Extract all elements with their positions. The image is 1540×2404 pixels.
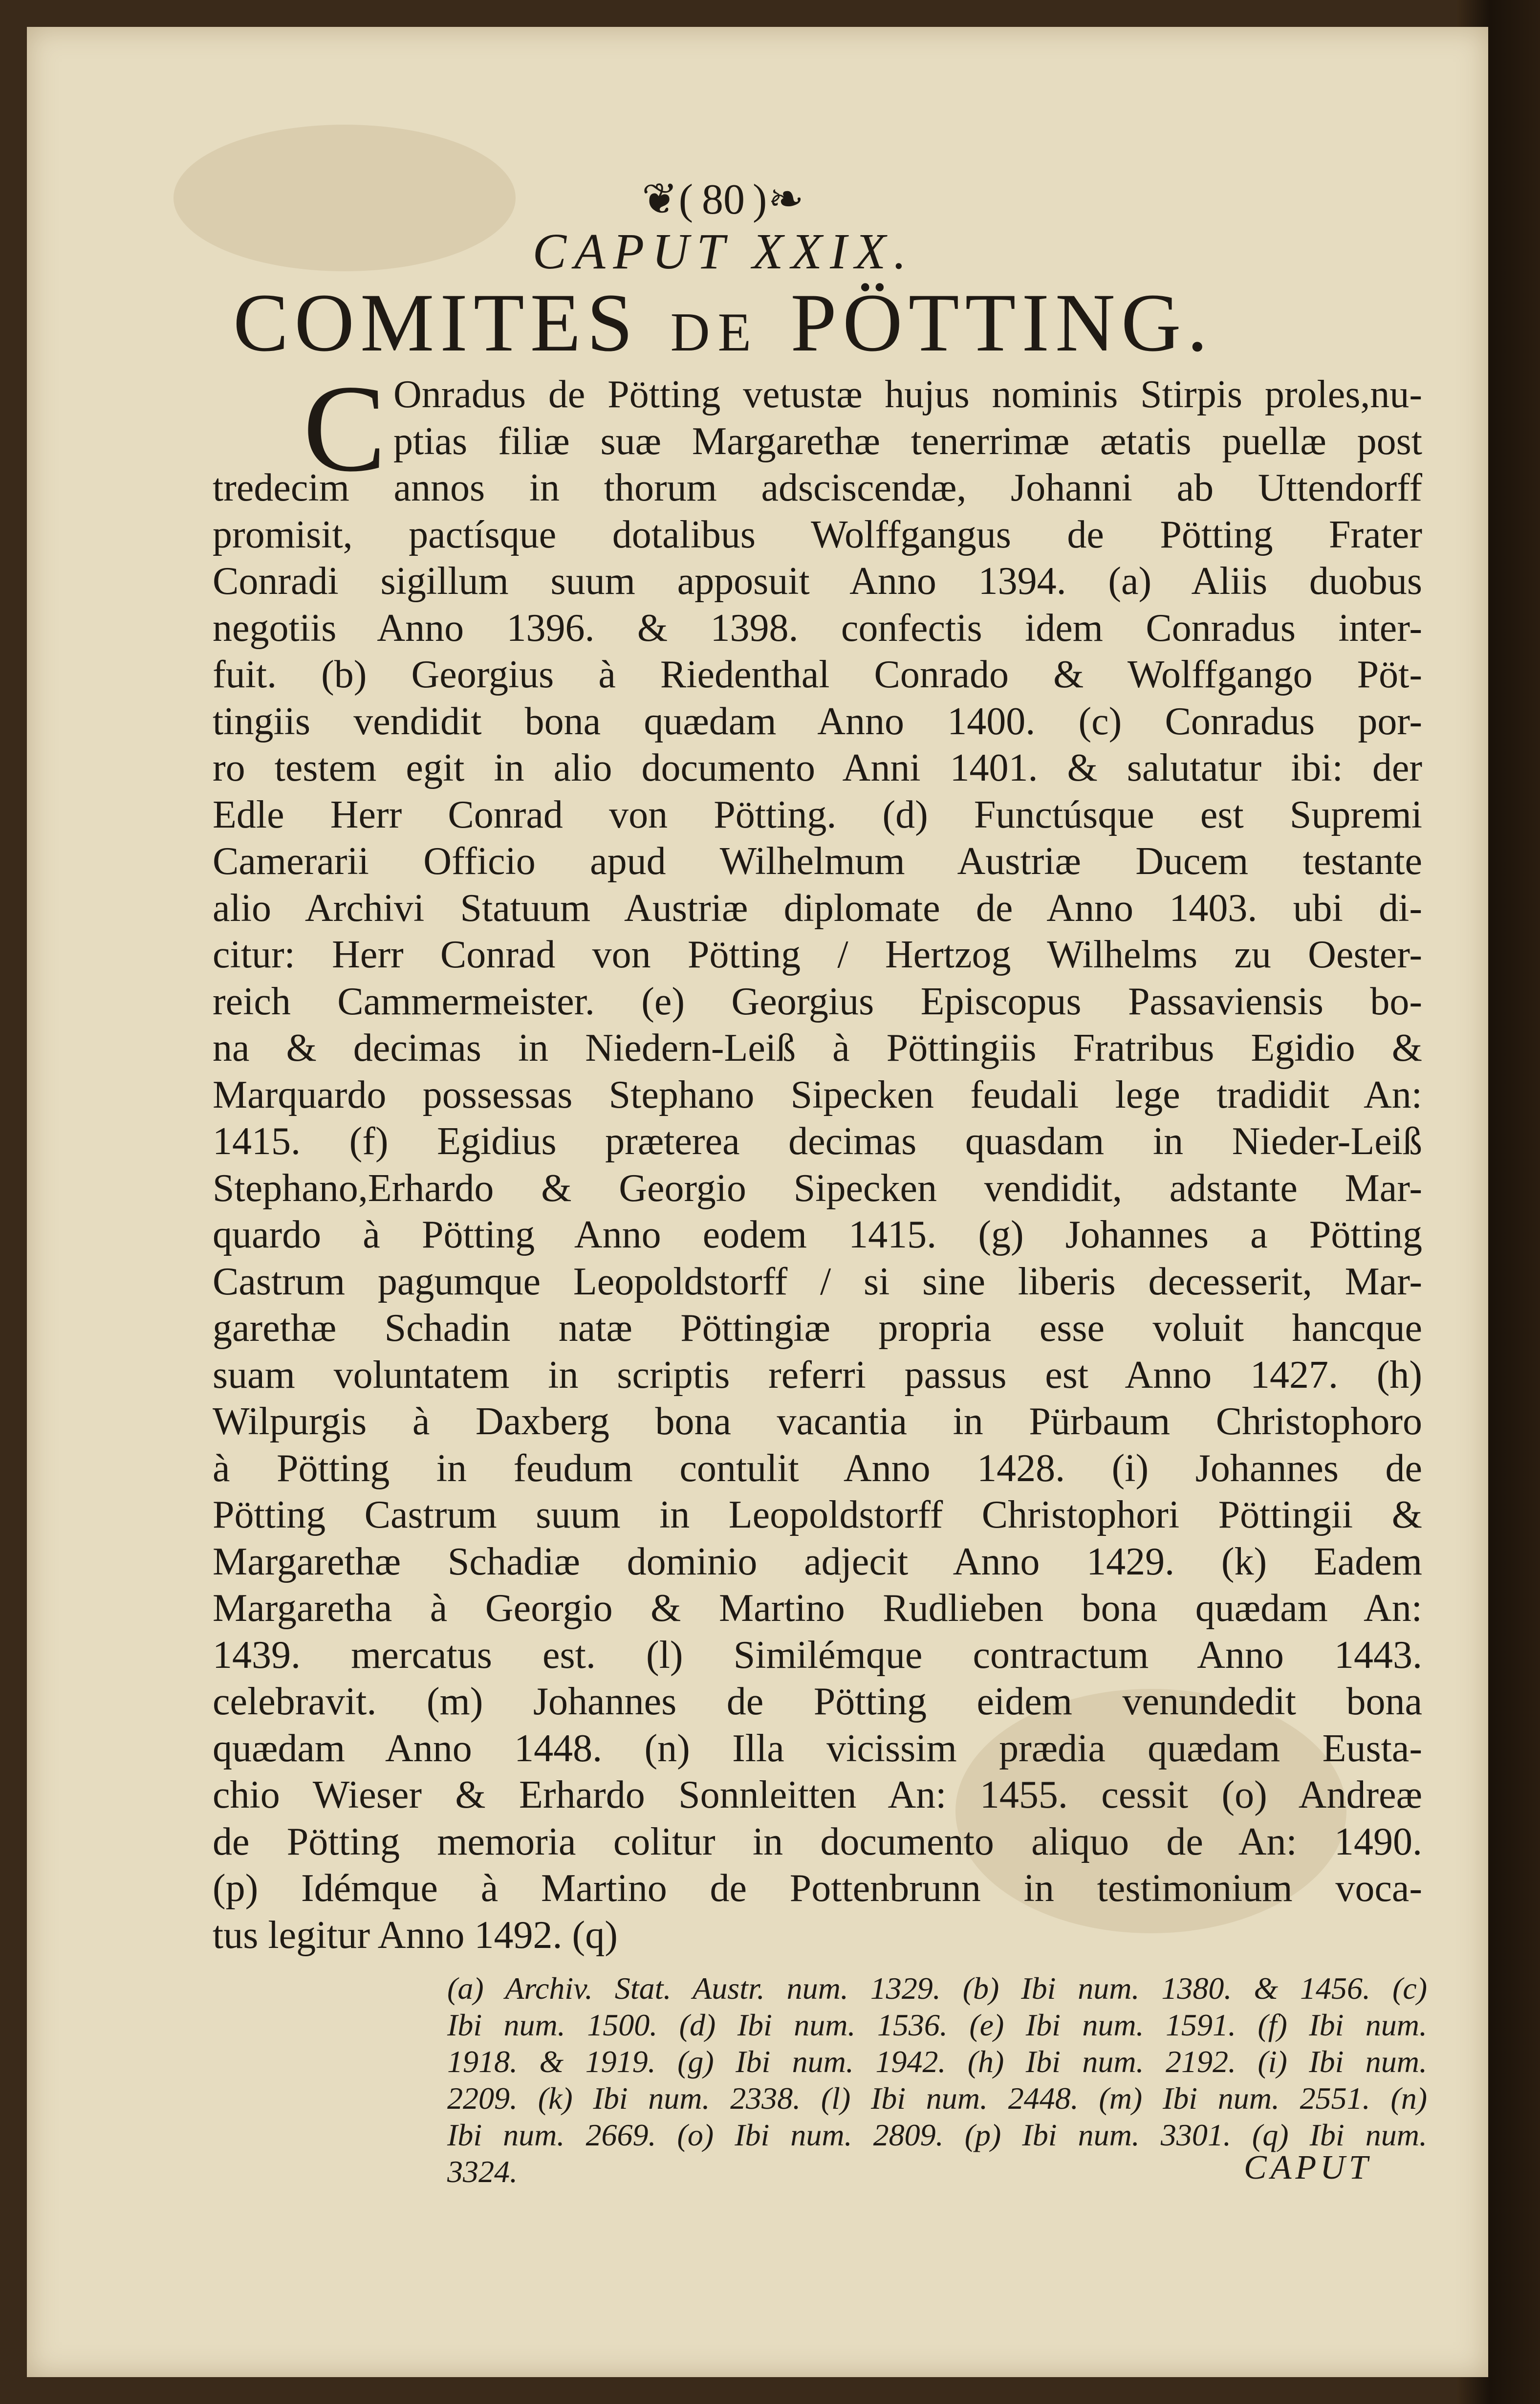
text-line: citur: Herr Conrad von Pötting / Hertzog Wilhelms zu Oester-	[213, 933, 1422, 976]
footnote-line: 3324.	[447, 2154, 518, 2189]
text-line: Conradi sigillum suum apposuit Anno 1394. (a) Aliis duobus	[213, 560, 1422, 603]
text-line: garethæ Schadin natæ Pöttingiæ propria esse voluit hancque	[213, 1307, 1422, 1350]
title-name: PÖTTING.	[790, 277, 1214, 369]
chapter-title	[27, 277, 1420, 369]
text-line: reich Cammermeister. (e) Georgius Episcopus Passaviensis bo-	[213, 980, 1422, 1023]
title-particle: DE	[670, 302, 759, 363]
text-line: chio Wieser & Erhardo Sonnleitten An: 1455. cessit (o) Andreæ	[213, 1773, 1422, 1816]
text-line: Camerarii Officio apud Wilhelmum Austriæ Ducem testante	[213, 840, 1422, 883]
text-line: à Pötting in feudum contulit Anno 1428. (i) Johannes de	[213, 1446, 1422, 1490]
text-line: Castrum pagumque Leopoldstorff / si sine liberis decesserit, Mar-	[213, 1260, 1422, 1303]
text-line: tus legitur Anno 1492. (q)	[213, 1913, 618, 1957]
text-line: tingiis vendidit bona quædam Anno 1400. (c) Conradus por-	[213, 699, 1422, 743]
text-line: quædam Anno 1448. (n) Illa vicissim prædia quædam Eusta-	[213, 1727, 1422, 1770]
text-line: alio Archivi Statuum Austriæ diplomate de Anno 1403. ubi di-	[213, 886, 1422, 930]
text-line: quardo à Pötting Anno eodem 1415. (g) Johannes a Pötting	[213, 1213, 1422, 1256]
catchword: CAPUT	[1244, 2149, 1372, 2186]
text-line: promisit, pactísque dotalibus Wolffgangus de Pötting Frater	[213, 513, 1422, 556]
text-line: Wilpurgis à Daxberg bona vacantia in Pürbaum Christophoro	[213, 1400, 1422, 1443]
text-line: 1415. (f) Egidius præterea decimas quasdam in Nieder-Leiß	[213, 1120, 1422, 1163]
book-page	[27, 27, 1488, 2377]
text-line: (p) Idémque à Martino de Pottenbrunn in testimonium voca-	[213, 1867, 1422, 1910]
footnote-line: 2209. (k) Ibi num. 2338. (l) Ibi num. 2448. (m) Ibi num. 2551. (n)	[447, 2081, 1427, 2116]
text-line: suam voluntatem in scriptis referri passus est Anno 1427. (h)	[213, 1353, 1422, 1397]
text-line: ptias filiæ suæ Margarethæ tenerrimæ ætatis puellæ post	[393, 419, 1422, 463]
text-line: Onradus de Pötting vetustæ hujus nominis Stirpis proles,nu-	[393, 373, 1422, 416]
text-line: negotiis Anno 1396. & 1398. confectis idem Conradus inter-	[213, 606, 1422, 650]
text-line: na & decimas in Niedern-Leiß à Pöttingiis Fratribus Egidio &	[213, 1027, 1422, 1070]
text-line: Edle Herr Conrad von Pötting. (d) Functúsque est Supremi	[213, 793, 1422, 836]
text-line: tredecim annos in thorum adsciscendæ, Johanni ab Uttendorff	[213, 466, 1422, 509]
text-line: Margarethæ Schadiæ dominio adjecit Anno 1429. (k) Eadem	[213, 1540, 1422, 1583]
footnote-line: Ibi num. 2669. (o) Ibi num. 2809. (p) Ibi num. 3301. (q) Ibi num.	[447, 2118, 1427, 2152]
ornament-right-icon: )❧	[753, 176, 805, 223]
page-number	[27, 174, 1420, 224]
footnote-line: (a) Archiv. Stat. Austr. num. 1329. (b) Ibi num. 1380. & 1456. (c)	[447, 1971, 1427, 2006]
text-line: de Pötting memoria colitur in documento aliquo de An: 1490.	[213, 1820, 1422, 1863]
text-line: Marquardo possessas Stephano Sipecken feudali lege tradidit An:	[213, 1073, 1422, 1116]
text-line: Stephano,Erhardo & Georgio Sipecken vendidit, adstante Mar-	[213, 1166, 1422, 1210]
ornament-left-icon: ❦(	[641, 176, 694, 223]
text-line: fuit. (b) Georgius à Riedenthal Conrado & Wolffgango Pöt-	[213, 653, 1422, 696]
chapter-label: CAPUT XXIX.	[532, 223, 914, 280]
text-line: celebravit. (m) Johannes de Pötting eidem venundedit bona	[213, 1680, 1422, 1723]
footnote-line: 1918. & 1919. (g) Ibi num. 1942. (h) Ibi num. 2192. (i) Ibi num.	[447, 2044, 1427, 2079]
drop-cap: C	[303, 360, 387, 498]
text-line: 1439. mercatus est. (l) Similémque contractum Anno 1443.	[213, 1633, 1422, 1677]
body-text	[213, 372, 1422, 1959]
text-line: Margaretha à Georgio & Martino Rudlieben bona quædam An:	[213, 1587, 1422, 1630]
footnote-line: Ibi num. 1500. (d) Ibi num. 1536. (e) Ibi num. 1591. (f) Ibi num.	[447, 2008, 1427, 2042]
text-line: ro testem egit in alio documento Anni 1401. & salutatur ibi: der	[213, 746, 1422, 789]
page-number-value: 80	[702, 176, 745, 223]
text-line: Pötting Castrum suum in Leopoldstorff Christophori Pöttingii &	[213, 1493, 1422, 1536]
title-main: COMITES	[233, 277, 639, 369]
